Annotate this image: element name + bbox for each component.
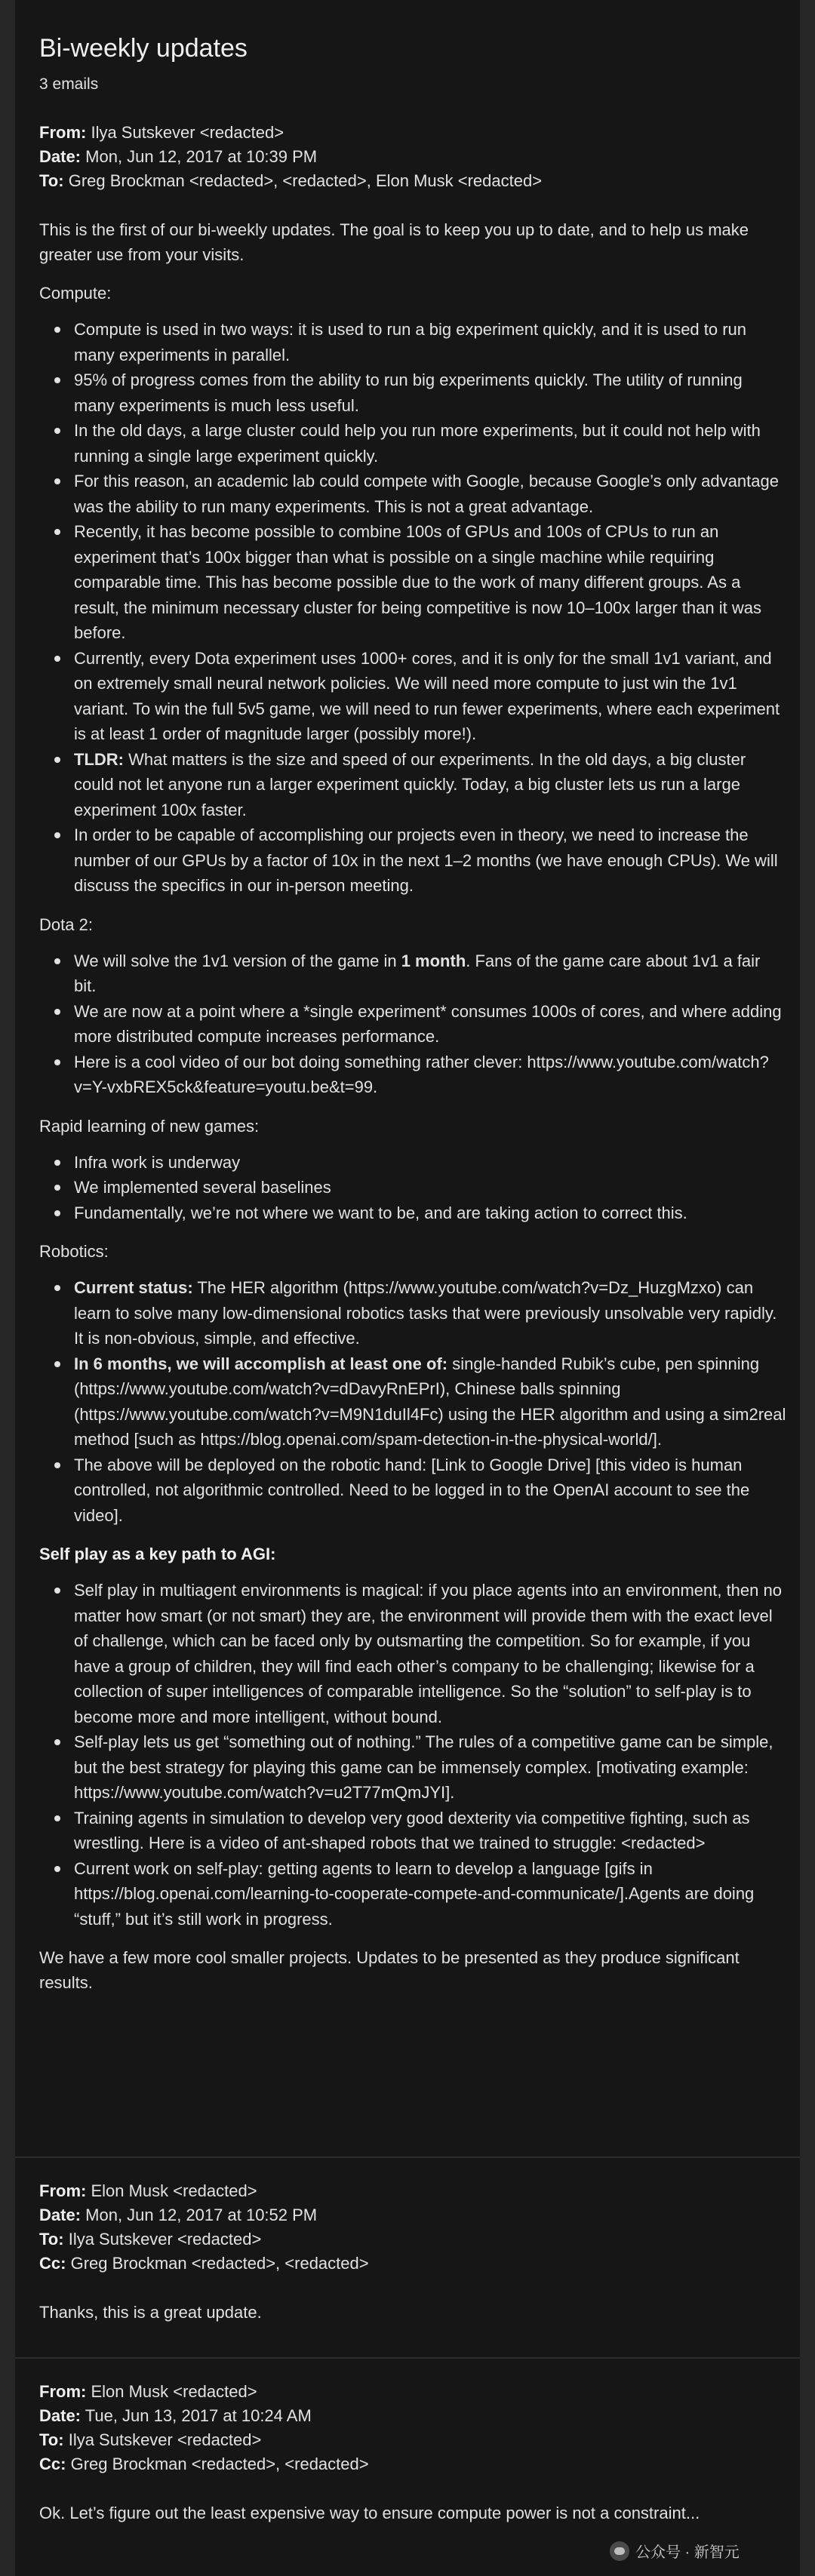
message-3-from bbox=[39, 2380, 786, 2404]
thread-header bbox=[39, 30, 779, 97]
sent-date: Mon, Jun 12, 2017 at 10:39 PM bbox=[85, 147, 318, 166]
sent-date: Tue, Jun 13, 2017 at 10:24 AM bbox=[85, 2406, 312, 2425]
list-item: Current work on self-play: getting agents to learn to develop a language [gifs in https://blog.openai.com/learning-to-cooperate-compete-and-communicate/].Agents are doing “stuff,” but it’s still work in progress. bbox=[74, 1856, 786, 1932]
recipients[interactable]: Greg Brockman <redacted>, <redacted>, Elon Musk <redacted> bbox=[68, 171, 543, 190]
list-item: We implemented several baselines bbox=[74, 1175, 786, 1200]
sender[interactable]: Ilya Sutskever <redacted> bbox=[91, 123, 284, 142]
list-item: Self play in multiagent environments is magical: if you place agents into an environment, then no matter how smart (or not smart) they are, the environment will provide them with the exact level of challenge, which can be faced only by outsmarting the competition. So for example, if you have a group of children, they will find each other’s company to be challenging; likewise for a collection of super intelligences of comparable intelligence. So the “solution” to self-play is to become more and more intelligent, without bound. bbox=[74, 1578, 786, 1729]
dota-list bbox=[39, 948, 786, 1100]
list-item: The above will be deployed on the robotic hand: [Link to Google Drive] [this video is human controlled, not algorithmic controlled. Need to be logged in to the OpenAI account to see the video]. bbox=[74, 1452, 786, 1529]
tldr-text: What matters is the size and speed of our experiments. In the old days, a big cluster could not let anyone run a larger experiment quickly. Today, a big cluster lets us run a large experiment 100x faster. bbox=[74, 749, 746, 819]
to-label: To: bbox=[39, 2230, 64, 2249]
message-2-to bbox=[39, 2227, 786, 2252]
wechat-icon bbox=[610, 2541, 629, 2561]
item-text: The HER algorithm (https://www.youtube.com/watch?v=Dz_HuzgMzxo) can learn to solve many low-dimensional robotics tasks that were previously unsolvable very rapidly. It is non-obvious, simple, and effective. bbox=[74, 1278, 777, 1348]
message-2-body: Thanks, this is a great update. bbox=[39, 2303, 262, 2322]
message-2-date bbox=[39, 2203, 786, 2227]
sent-date: Mon, Jun 12, 2017 at 10:52 PM bbox=[85, 2206, 318, 2224]
cc-label: Cc: bbox=[39, 2455, 66, 2473]
email-message-1 bbox=[39, 121, 786, 1995]
item-lead: Current status: bbox=[74, 1278, 193, 1297]
section-robotics-title: Robotics: bbox=[39, 1242, 109, 1261]
list-item: In order to be capable of accomplishing our projects even in theory, we need to increase the number of our GPUs by a factor of 10x in the next 1–2 months (we have enough CPUs). We will discuss the specifics in our in-person meeting. bbox=[74, 822, 786, 899]
list-item: In the old days, a large cluster could help you run more experiments, but it could not help with running a single large experiment quickly. bbox=[74, 418, 786, 469]
item-lead: In 6 months, we will accomplish at least one of: bbox=[74, 1354, 448, 1373]
message-divider bbox=[15, 2357, 800, 2359]
left-panel-edge bbox=[0, 0, 15, 2576]
section-selfplay-title: Self play as a key path to AGI: bbox=[39, 1545, 276, 1563]
date-label: Date: bbox=[39, 2206, 82, 2224]
message-divider bbox=[15, 2156, 800, 2158]
sender[interactable]: Elon Musk <redacted> bbox=[91, 2382, 257, 2401]
recipients[interactable]: Ilya Sutskever <redacted> bbox=[68, 2430, 262, 2449]
watermark bbox=[610, 2540, 740, 2562]
message-3-body: Ok. Let’s figure out the least expensive way to ensure compute power is not a constraint... bbox=[39, 2504, 700, 2522]
watermark-text: 公众号 · 新智元 bbox=[635, 2544, 740, 2561]
selfplay-list bbox=[39, 1578, 786, 1932]
list-item: Training agents in simulation to develop very good dexterity via competitive fighting, such as wrestling. Here is a video of ant-shaped robots that we trained to struggle: <redacted> bbox=[74, 1806, 786, 1856]
from-label: From: bbox=[39, 123, 87, 142]
recipients[interactable]: Ilya Sutskever <redacted> bbox=[68, 2230, 262, 2249]
message-2-from bbox=[39, 2179, 786, 2203]
list-item: Recently, it has become possible to combine 100s of GPUs and 100s of CPUs to run an experiment that’s 100x bigger than what is possible on a single machine while requiring comparable time. This has become possible due to the work of many different groups. As a result, the minimum necessary cluster for being competitive is now 10–100x larger than it was before. bbox=[74, 519, 786, 646]
list-item: Currently, every Dota experiment uses 1000+ cores, and it is only for the small 1v1 variant, and on extremely small neural network policies. We will need more compute to just win the 1v1 variant. To win the full 5v5 game, we will need to run fewer experiments, where each experiment is at least 1 order of magnitude larger (possibly more!). bbox=[74, 646, 786, 747]
section-rapid-title: Rapid learning of new games: bbox=[39, 1116, 260, 1136]
thread-subject: Bi-weekly updates bbox=[39, 34, 248, 63]
list-item: Here is a cool video of our bot doing something rather clever: https://www.youtube.com/watch?v=Y-vxbREX5ck&feature=youtu.be&t=99. bbox=[74, 1050, 786, 1100]
sender[interactable]: Elon Musk <redacted> bbox=[91, 2181, 257, 2200]
message-2-cc bbox=[39, 2252, 786, 2276]
list-item: Self-play lets us get “something out of nothing.” The rules of a competitive game can be simple, but the best strategy for playing this game can be immensely complex. [motivating example: https://www.youtube.com/watch?v=u2T77mQmJYI]. bbox=[74, 1729, 786, 1806]
cc-recipients[interactable]: Greg Brockman <redacted>, <redacted> bbox=[70, 2254, 369, 2273]
intro-paragraph: This is the first of our bi-weekly updates. The goal is to keep you up to date, and to help us make greater use from your visits. bbox=[39, 220, 749, 264]
list-item: For this reason, an academic lab could compete with Google, because Google’s only advantage was the ability to run many experiments. This is not a great advantage. bbox=[74, 469, 786, 519]
cc-label: Cc: bbox=[39, 2254, 66, 2273]
item-tail: . Fans of the game care about 1v1 a fair bit. bbox=[74, 951, 761, 995]
to-label: To: bbox=[39, 2430, 64, 2449]
closing-paragraph: We have a few more cool smaller projects. Updates to be presented as they produce significant results. bbox=[39, 1948, 740, 1992]
message-3-date bbox=[39, 2404, 786, 2428]
rapid-list bbox=[39, 1150, 786, 1226]
message-3-to bbox=[39, 2428, 786, 2452]
list-item: Infra work is underway bbox=[74, 1150, 786, 1176]
compute-list bbox=[39, 317, 786, 899]
item-bold: 1 month bbox=[401, 951, 466, 970]
cc-recipients[interactable]: Greg Brockman <redacted>, <redacted> bbox=[70, 2455, 369, 2473]
robotics-list bbox=[39, 1275, 786, 1528]
item-text: single-handed Rubik’s cube, pen spinning (https://www.youtube.com/watch?v=dDavyRnEPrI), Chinese balls spinning (https://www.youtube.com/watch?v=M9N1duIl4Fc) using the HER algorithm and using a sim2real method [such as https://blog.openai.com/spam-detection-in-the-physical-world/]. bbox=[74, 1354, 786, 1449]
right-panel-edge bbox=[800, 0, 815, 2576]
email-message-2 bbox=[39, 2179, 786, 2325]
list-item: Fundamentally, we’re not where we want to be, and are taking action to correct this. bbox=[74, 1200, 786, 1226]
from-label: From: bbox=[39, 2181, 87, 2200]
list-item bbox=[74, 1275, 786, 1351]
message-3-cc bbox=[39, 2452, 786, 2476]
email-count: 3 emails bbox=[39, 75, 99, 93]
item-text: We will solve the 1v1 version of the game in bbox=[74, 951, 401, 970]
list-item: 95% of progress comes from the ability to run big experiments quickly. The utility of running many experiments is much less useful. bbox=[74, 367, 786, 418]
date-label: Date: bbox=[39, 2406, 82, 2425]
section-compute-title: Compute: bbox=[39, 284, 112, 303]
section-dota-title: Dota 2: bbox=[39, 915, 93, 934]
email-message-3 bbox=[39, 2380, 786, 2525]
tldr-label: TLDR: bbox=[74, 749, 124, 769]
list-item: We are now at a point where a *single experiment* consumes 1000s of cores, and where adding more distributed compute increases performance. bbox=[74, 999, 786, 1050]
message-1-from bbox=[39, 121, 786, 145]
date-label: Date: bbox=[39, 147, 82, 166]
message-1-date bbox=[39, 145, 786, 169]
list-item bbox=[74, 1351, 786, 1452]
from-label: From: bbox=[39, 2382, 87, 2401]
message-1-to bbox=[39, 169, 786, 193]
list-item: Compute is used in two ways: it is used to run a big experiment quickly, and it is used to run many experiments in parallel. bbox=[74, 317, 786, 367]
list-item bbox=[74, 747, 786, 823]
to-label: To: bbox=[39, 171, 64, 190]
list-item bbox=[74, 948, 786, 999]
